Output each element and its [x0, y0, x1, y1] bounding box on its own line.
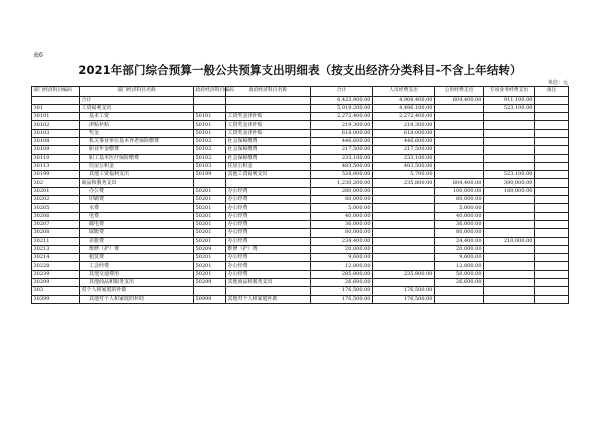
- cell-dept-name: 办公费: [80, 187, 194, 195]
- cell-dept-name: 职工基本医疗保险缴费: [80, 154, 194, 162]
- cell-special: 911,100.00: [484, 96, 535, 104]
- cell-total: 446,600.00: [311, 137, 373, 145]
- header-personnel: 人员经费支出: [373, 87, 435, 97]
- cell-dept-name: 其他工资福利支出: [80, 171, 194, 179]
- cell-public: [435, 137, 484, 145]
- cell-note: [535, 254, 569, 262]
- table-row: [32, 262, 569, 270]
- cell-note: [535, 262, 569, 270]
- cell-gov-code: 50201: [194, 270, 226, 278]
- table-row: [32, 187, 569, 195]
- cell-personnel: [373, 220, 435, 228]
- cell-dept-code: 30206: [32, 212, 80, 220]
- cell-dept-code: 30101: [32, 113, 80, 121]
- cell-gov-code: 50201: [194, 196, 226, 204]
- cell-gov-code: 50199: [194, 171, 226, 179]
- cell-personnel: 235,800.00: [373, 270, 435, 278]
- cell-note: [535, 287, 569, 295]
- cell-dept-code: 30110: [32, 154, 80, 162]
- cell-personnel: [373, 245, 435, 253]
- cell-total: 26,600.00: [311, 279, 373, 287]
- cell-special: [484, 204, 535, 212]
- header-gov-name: 政府经济科目名称: [226, 87, 311, 97]
- cell-dept-code: 30109: [32, 146, 80, 154]
- header-special: 专项业务经费支出: [484, 87, 535, 97]
- cell-note: [535, 187, 569, 195]
- cell-dept-name: 其他商品和服务支出: [80, 279, 194, 287]
- cell-gov-name: 工资奖金津补贴: [226, 129, 311, 137]
- cell-personnel: 4,496,100.00: [373, 104, 435, 112]
- cell-dept-name: 奖金: [80, 129, 194, 137]
- cell-public: 50,000.00: [435, 270, 484, 278]
- cell-personnel: [373, 212, 435, 220]
- cell-note: [535, 104, 569, 112]
- header-row: [32, 87, 569, 97]
- cell-dept-name: 其他对个人和家庭的补助: [80, 295, 194, 303]
- table-row: [32, 295, 569, 303]
- cell-note: [535, 113, 569, 121]
- header-public: 公用经费支出: [435, 87, 484, 97]
- cell-note: [535, 171, 569, 179]
- cell-dept-code: 30208: [32, 229, 80, 237]
- cell-total: 280,000.00: [311, 187, 373, 195]
- cell-gov-code: 50209: [194, 245, 226, 253]
- cell-total: 176,500.00: [311, 287, 373, 295]
- cell-dept-name: 其他交通费用: [80, 270, 194, 278]
- cell-special: [484, 279, 535, 287]
- cell-dept-name: 取暖费: [80, 229, 194, 237]
- cell-total: 285,800.00: [311, 270, 373, 278]
- expenditure-table: [31, 86, 569, 304]
- table-row: [32, 179, 569, 187]
- cell-gov-name: 维修（护）费: [226, 245, 311, 253]
- table-row: [32, 196, 569, 204]
- cell-note: [535, 237, 569, 245]
- table-row: [32, 204, 569, 212]
- cell-gov-name: 社会保障缴费: [226, 146, 311, 154]
- cell-special: [484, 245, 535, 253]
- cell-public: [435, 121, 484, 129]
- header-note: 备注: [535, 87, 569, 97]
- cell-gov-code: 50201: [194, 220, 226, 228]
- table-row: [32, 129, 569, 137]
- header-dept-code: 部门经济科目编码: [32, 87, 80, 97]
- cell-note: [535, 204, 569, 212]
- cell-special: [484, 270, 535, 278]
- cell-public: 36,000.00: [435, 220, 484, 228]
- cell-special: 523,100.00: [484, 104, 535, 112]
- cell-public: 12,800.00: [435, 262, 484, 270]
- cell-gov-name: 办公经费: [226, 212, 311, 220]
- cell-gov-name: 办公经费: [226, 229, 311, 237]
- cell-gov-name: 其他对个人和家庭补助: [226, 295, 311, 303]
- cell-gov-code: 50102: [194, 146, 226, 154]
- cell-gov-name: 办公经费: [226, 204, 311, 212]
- cell-gov-code: 50201: [194, 229, 226, 237]
- cell-gov-code: 50101: [194, 113, 226, 121]
- cell-gov-code: 50299: [194, 279, 226, 287]
- cell-dept-code: 301: [32, 104, 80, 112]
- cell-total: 528,800.00: [311, 171, 373, 179]
- cell-special: [484, 295, 535, 303]
- cell-gov-name: 办公经费: [226, 237, 311, 245]
- cell-public: [435, 287, 484, 295]
- table-row: [32, 162, 569, 170]
- cell-note: [535, 162, 569, 170]
- table-row: [32, 254, 569, 262]
- cell-public: 100,000.00: [435, 187, 484, 195]
- cell-gov-code: 50201: [194, 254, 226, 262]
- cell-total: 6,423,900.00: [311, 96, 373, 104]
- cell-personnel: 4,908,400.00: [373, 96, 435, 104]
- cell-dept-code: 30207: [32, 220, 80, 228]
- cell-note: [535, 279, 569, 287]
- page-title: 2021年部门综合预算一般公共预算支出明细表（按支出经济分类科目-不含上年结转）: [78, 63, 522, 77]
- cell-personnel: [373, 196, 435, 204]
- cell-dept-name: 工资福利支出: [80, 104, 194, 112]
- cell-public: [435, 171, 484, 179]
- cell-gov-name: 办公经费: [226, 196, 311, 204]
- cell-dept-code: 30201: [32, 187, 80, 195]
- cell-dept-code: 30399: [32, 295, 80, 303]
- cell-gov-name: 办公经费: [226, 270, 311, 278]
- table-row: [32, 96, 569, 104]
- cell-dept-name: 邮电费: [80, 220, 194, 228]
- cell-gov-name: 住房公积金: [226, 162, 311, 170]
- cell-gov-code: 50201: [194, 187, 226, 195]
- cell-personnel: 5,700.00: [373, 171, 435, 179]
- cell-personnel: [373, 262, 435, 270]
- cell-gov-code: 50102: [194, 154, 226, 162]
- cell-gov-code: 50101: [194, 129, 226, 137]
- cell-special: [484, 212, 535, 220]
- cell-note: [535, 245, 569, 253]
- cell-gov-code: 50101: [194, 121, 226, 129]
- cell-special: [484, 220, 535, 228]
- cell-total: 9,600.00: [311, 254, 373, 262]
- cell-dept-code: 30228: [32, 262, 80, 270]
- cell-dept-code: 30239: [32, 270, 80, 278]
- cell-public: 604,400.00: [435, 96, 484, 104]
- cell-dept-name: 水费: [80, 204, 194, 212]
- cell-dept-code: 30102: [32, 121, 80, 129]
- cell-special: [484, 254, 535, 262]
- cell-gov-code: 50201: [194, 212, 226, 220]
- cell-dept-code: 303: [32, 287, 80, 295]
- cell-special: 180,000.00: [484, 187, 535, 195]
- cell-special: [484, 121, 535, 129]
- cell-gov-code: [194, 179, 226, 187]
- cell-gov-name: 其他商品和服务支出: [226, 279, 311, 287]
- cell-total: 217,500.00: [311, 146, 373, 154]
- table-row: [32, 287, 569, 295]
- cell-gov-name: [226, 179, 311, 187]
- cell-personnel: 235,800.00: [373, 179, 435, 187]
- cell-personnel: 233,100.00: [373, 154, 435, 162]
- cell-special: 210,000.00: [484, 237, 535, 245]
- cell-total: 20,000.00: [311, 245, 373, 253]
- cell-public: 24,400.00: [435, 237, 484, 245]
- header-total: 合计: [311, 87, 373, 97]
- cell-total: 618,000.00: [311, 129, 373, 137]
- cell-dept-code: 30213: [32, 245, 80, 253]
- cell-note: [535, 270, 569, 278]
- cell-dept-name: 住房公积金: [80, 162, 194, 170]
- cell-total: 80,000.00: [311, 229, 373, 237]
- table-row: [32, 121, 569, 129]
- cell-note: [535, 96, 569, 104]
- cell-dept-name: 职业年金缴费: [80, 146, 194, 154]
- cell-total: 40,000.00: [311, 212, 373, 220]
- cell-special: [484, 229, 535, 237]
- cell-dept-code: 30113: [32, 162, 80, 170]
- cell-public: 80,000.00: [435, 196, 484, 204]
- table-row: [32, 279, 569, 287]
- cell-special: [484, 154, 535, 162]
- cell-special: [484, 287, 535, 295]
- cell-personnel: 618,000.00: [373, 129, 435, 137]
- cell-public: [435, 295, 484, 303]
- cell-total: 233,100.00: [311, 154, 373, 162]
- cell-special: 390,000.00: [484, 179, 535, 187]
- cell-note: [535, 212, 569, 220]
- cell-total: 80,000.00: [311, 196, 373, 204]
- cell-gov-code: 50999: [194, 295, 226, 303]
- cell-gov-name: 社会保障缴费: [226, 137, 311, 145]
- cell-special: 523,100.00: [484, 171, 535, 179]
- cell-gov-name: [226, 96, 311, 104]
- cell-total: 219,300.00: [311, 121, 373, 129]
- cell-dept-name: 商品和服务支出: [80, 179, 194, 187]
- cell-dept-name: 机关事业单位基本养老保险缴费: [80, 137, 194, 145]
- cell-personnel: 217,500.00: [373, 146, 435, 154]
- cell-dept-name: 工会经费: [80, 262, 194, 270]
- table-header: [32, 87, 569, 97]
- cell-special: [484, 162, 535, 170]
- cell-public: 9,600.00: [435, 254, 484, 262]
- cell-note: [535, 229, 569, 237]
- cell-public: [435, 162, 484, 170]
- cell-personnel: 176,500.00: [373, 287, 435, 295]
- cell-public: 80,000.00: [435, 229, 484, 237]
- unit-label: 单位：元: [547, 80, 568, 86]
- cell-personnel: [373, 279, 435, 287]
- cell-public: 26,600.00: [435, 279, 484, 287]
- cell-note: [535, 146, 569, 154]
- cell-dept-name: 合计: [80, 96, 194, 104]
- cell-dept-code: 30299: [32, 279, 80, 287]
- cell-gov-name: 办公经费: [226, 254, 311, 262]
- table-row: [32, 237, 569, 245]
- cell-note: [535, 154, 569, 162]
- cell-public: [435, 113, 484, 121]
- table-row: [32, 154, 569, 162]
- cell-special: [484, 262, 535, 270]
- cell-special: [484, 113, 535, 121]
- cell-note: [535, 179, 569, 187]
- cell-total: 1,230,200.00: [311, 179, 373, 187]
- table-row: [32, 104, 569, 112]
- cell-personnel: [373, 229, 435, 237]
- cell-total: 5,019,200.00: [311, 104, 373, 112]
- cell-personnel: [373, 254, 435, 262]
- cell-dept-name: 对个人和家庭的补助: [80, 287, 194, 295]
- cell-dept-name: 基本工资: [80, 113, 194, 121]
- cell-total: 12,800.00: [311, 262, 373, 270]
- table-row: [32, 245, 569, 253]
- cell-note: [535, 121, 569, 129]
- cell-note: [535, 295, 569, 303]
- table-row: [32, 137, 569, 145]
- cell-gov-code: 50201: [194, 237, 226, 245]
- cell-gov-name: 工资奖金津补贴: [226, 113, 311, 121]
- cell-dept-code: 30108: [32, 137, 80, 145]
- cell-dept-code: 30103: [32, 129, 80, 137]
- cell-dept-name: 租赁费: [80, 254, 194, 262]
- table-tag: 表6: [33, 52, 43, 59]
- cell-dept-code: [32, 96, 80, 104]
- cell-gov-code: [194, 96, 226, 104]
- table-body: [32, 96, 569, 303]
- cell-dept-code: 302: [32, 179, 80, 187]
- cell-personnel: [373, 204, 435, 212]
- cell-gov-name: 其他工资福利支出: [226, 171, 311, 179]
- cell-public: 40,000.00: [435, 212, 484, 220]
- cell-gov-name: 办公经费: [226, 220, 311, 228]
- cell-public: [435, 146, 484, 154]
- cell-dept-code: 30214: [32, 254, 80, 262]
- cell-note: [535, 129, 569, 137]
- cell-gov-name: 社会保障缴费: [226, 154, 311, 162]
- table-row: [32, 171, 569, 179]
- cell-gov-code: 50103: [194, 162, 226, 170]
- cell-gov-code: [194, 287, 226, 295]
- cell-public: 20,000.00: [435, 245, 484, 253]
- cell-gov-name: 办公经费: [226, 187, 311, 195]
- cell-public: 604,400.00: [435, 179, 484, 187]
- table-row: [32, 270, 569, 278]
- cell-total: 2,272,400.00: [311, 113, 373, 121]
- cell-special: [484, 129, 535, 137]
- cell-total: 5,000.00: [311, 204, 373, 212]
- header-gov-code: 政府经济科目编码: [194, 87, 226, 97]
- cell-gov-code: 50201: [194, 204, 226, 212]
- table-row: [32, 113, 569, 121]
- cell-dept-name: 维修（护）费: [80, 245, 194, 253]
- table-row: [32, 146, 569, 154]
- cell-personnel: 483,500.00: [373, 162, 435, 170]
- cell-dept-code: 30205: [32, 204, 80, 212]
- cell-gov-name: 工资奖金津补贴: [226, 121, 311, 129]
- cell-note: [535, 137, 569, 145]
- cell-total: 176,500.00: [311, 295, 373, 303]
- cell-public: 5,000.00: [435, 204, 484, 212]
- table-row: [32, 212, 569, 220]
- cell-dept-code: 30211: [32, 237, 80, 245]
- cell-public: [435, 129, 484, 137]
- header-dept-name: 部门经济科目名称: [80, 87, 194, 97]
- cell-special: [484, 137, 535, 145]
- cell-public: [435, 154, 484, 162]
- cell-note: [535, 196, 569, 204]
- cell-dept-name: 津贴补贴: [80, 121, 194, 129]
- table-row: [32, 229, 569, 237]
- cell-gov-name: [226, 104, 311, 112]
- cell-dept-name: 差旅费: [80, 237, 194, 245]
- cell-gov-code: [194, 104, 226, 112]
- cell-dept-name: 电费: [80, 212, 194, 220]
- cell-dept-code: 30199: [32, 171, 80, 179]
- cell-gov-code: 50102: [194, 137, 226, 145]
- cell-dept-code: 30202: [32, 196, 80, 204]
- cell-public: [435, 104, 484, 112]
- cell-personnel: [373, 237, 435, 245]
- cell-special: [484, 196, 535, 204]
- cell-total: 483,500.00: [311, 162, 373, 170]
- cell-total: 234,400.00: [311, 237, 373, 245]
- cell-dept-name: 印刷费: [80, 196, 194, 204]
- cell-personnel: [373, 187, 435, 195]
- cell-gov-name: [226, 287, 311, 295]
- cell-gov-code: 50201: [194, 262, 226, 270]
- cell-note: [535, 220, 569, 228]
- cell-gov-name: 办公经费: [226, 262, 311, 270]
- cell-total: 36,000.00: [311, 220, 373, 228]
- cell-personnel: 219,300.00: [373, 121, 435, 129]
- table-row: [32, 220, 569, 228]
- cell-personnel: 176,500.00: [373, 295, 435, 303]
- cell-special: [484, 146, 535, 154]
- cell-personnel: 2,272,400.00: [373, 113, 435, 121]
- cell-personnel: 446,600.00: [373, 137, 435, 145]
